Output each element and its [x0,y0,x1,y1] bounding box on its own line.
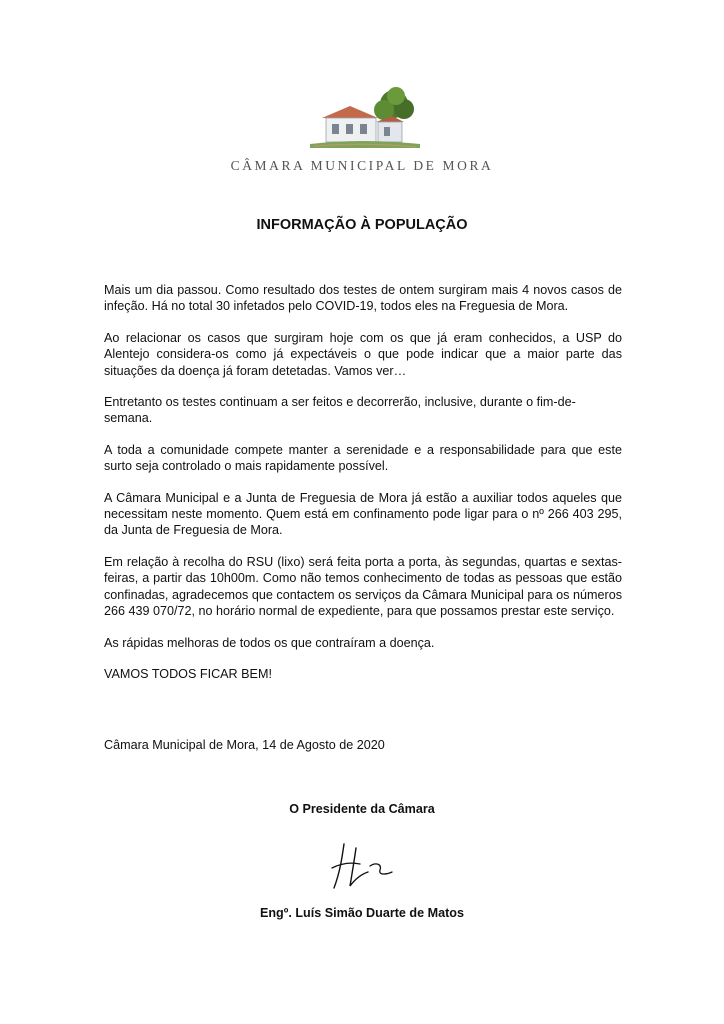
date-line: Câmara Municipal de Mora, 14 de Agosto de 2020 [104,738,385,752]
paragraph: As rápidas melhoras de todos os que contraíram a doença. [104,635,435,650]
signer-role: O Presidente da Câmara [289,802,435,816]
document-title: INFORMAÇÃO À POPULAÇÃO [256,217,468,233]
handwritten-signature [330,838,396,892]
paragraph: A Câmara Municipal e a Junta de Freguesia de Mora já estão a auxiliar todos aqueles que necessitam neste momento. Quem está em confinamento pode ligar para o nº 266 403 295, da Junta de Freguesia de Mora. [104,490,622,538]
paragraph: Mais um dia passou. Como resultado dos testes de ontem surgiram mais 4 novos casos de infeção. Há no total 30 infetados pelo COVID-19, todos eles na Freguesia de Mora. [104,283,622,314]
paragraph: Ao relacionar os casos que surgiram hoje com os que já eram conhecidos, a USP do Alentejo considera-os como já expectáveis o que pode indicar que a maior parte das situações da doença já foram detetadas. Vamos ver… [104,330,622,378]
org-name: CÂMARA MUNICIPAL DE MORA [230,158,494,173]
paragraph: Entretanto os testes continuam a ser feitos e decorrerão, inclusive, durante o fim-de-semana. [104,395,576,426]
paragraph: A toda a comunidade compete manter a serenidade e a responsabilidade para que este surto seja controlado o mais rapidamente possível. [104,442,622,474]
body-text [104,282,622,697]
closing-exclamation: VAMOS TODOS FICAR BEM! [104,666,272,681]
signer-name: Engº. Luís Simão Duarte de Matos [259,906,465,920]
town-hall-logo-icon [300,84,430,154]
paragraph: Em relação à recolha do RSU (lixo) será feita porta a porta, às segundas, quartas e sextas-feiras, a partir das 10h00m. Como não temos conhecimento de todas as pessoas que estão confinadas, agradecemos que contactem os serviços da Câmara Municipal para os números 266 439 070/72, no horário normal de expediente, para que possamos prestar este serviço. [104,554,622,619]
